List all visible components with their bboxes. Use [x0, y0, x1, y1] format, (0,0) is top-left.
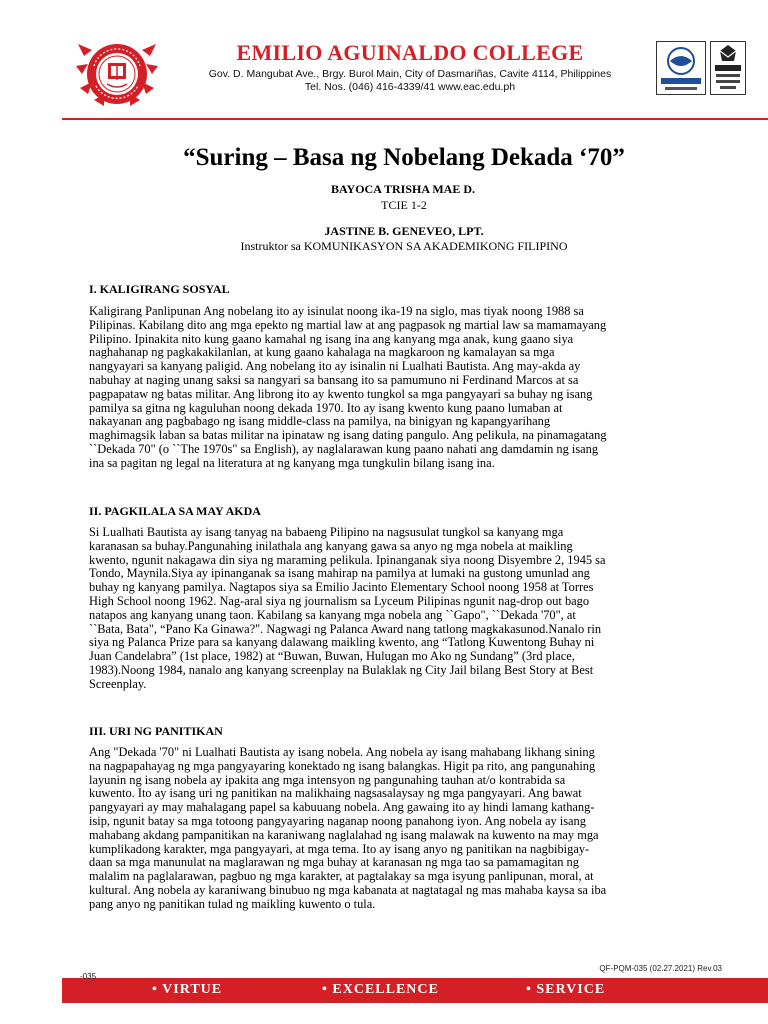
form-code: QF-PQM-035 (02.27.2021) Rev.03	[599, 964, 722, 973]
paragraph-line: buhay ng kanyang pamilya. Nagtapos siya sa Emilio Jacinto Elementary School noong 1958 at Torres	[89, 580, 594, 595]
section-paragraph	[89, 746, 729, 912]
form-code-fragment: -035	[80, 972, 97, 981]
footer-motto-bar	[62, 978, 768, 1003]
section-paragraph	[89, 526, 729, 692]
wqa-certification-icon	[656, 41, 706, 95]
paragraph-line: karanasan sa buhay.Pangunahing inilathala ang kanyang gawa sa anyo ng mga nobela at maikling	[89, 538, 573, 553]
paragraph-line: daan sa mga manunulat na maglarawan ng mga buhay at karanasan ng mga tao sa pamamagitan ng	[89, 855, 579, 870]
ukas-certification-icon	[710, 41, 746, 95]
paragraph-line: pang anyo ng panitikan tulad ng maikling kuwento o tula.	[89, 896, 376, 911]
motto-service: • SERVICE	[526, 982, 606, 997]
paragraph-line: nangyayari sa kanyang paligid. Ang nobelang ito ay isinalin ni Lualhati Bautista. Ang may-akda ay	[89, 359, 581, 374]
paragraph-line: na nagpapahayag ng mga pangyayaring konektado ng isang balangkas. Higit pa rito, ang pangunahing	[89, 758, 596, 773]
paragraph-line: pagpapataw ng batas militar. Ang librong ito ay kwento tungkol sa mga pangyayari sa buhay ng isang	[89, 386, 593, 401]
paragraph-line: kumplikadong karakter, mga pangyayari, at mga tema. Ito ay isang anyo ng panitikan na nagbibigay-	[89, 841, 590, 856]
college-contact: Tel. Nos. (046) 416-4339/41 www.eac.edu.ph	[304, 81, 516, 93]
paragraph-line: siya ng Palanca Prize para sa kanyang dalawang maikling kwento, ang “Tatlong Kuwentong Buhay ni	[89, 635, 595, 650]
instructor-subject: Instruktor sa KOMUNIKASYON SA AKADEMIKONG FILIPINO	[240, 239, 568, 253]
paragraph-line: High School noong 1962. Nag-aral siya ng journalism sa Lyceum Pilipinas ngunit nag-drop out bago	[89, 593, 590, 608]
college-address: Gov. D. Mangubat Ave., Brgy. Burol Main, City of Dasmariñas, Cavite 4114, Philippines	[208, 68, 612, 80]
header-divider	[62, 118, 768, 120]
motto-excellence: • EXCELLENCE	[322, 982, 439, 997]
motto-virtue: • VIRTUE	[152, 982, 223, 997]
college-address-block	[160, 68, 660, 94]
paragraph-line: Tondo, Maynila.Siya ay ipinanganak sa isang mahirap na pamilya at lumaki na gustong umunlad ang	[89, 566, 590, 581]
paragraph-line: nabuhay at naging unang saksi sa nangyari sa bansang ito sa pamumuno ni Ferdinand Marcos at sa	[89, 372, 579, 387]
paragraph-line: kuwento. Ito ay isang uri ng panitikan na malikhaing nagsasalaysay ng mga pangyayari. Ang bawat	[89, 786, 582, 801]
paragraph-line: layunin ng isang nobela ay ipakita ang mga intensyon ng pangunahing tauhan at/o kontrabida sa	[89, 772, 566, 787]
section-heading: III. URI NG PANITIKAN	[89, 724, 223, 738]
paragraph-line: pamilya sa gitna ng kaguluhan noong dekada 1970. Ito ay isang kwento kung paano lumaban at	[89, 400, 563, 415]
paragraph-line: kultural. Ang nobela ay karaniwang binubuo ng mga kabanata at nagtatagal ng mas mahaba kaysa sa iba	[89, 882, 607, 897]
paragraph-line: ``Bata, Bata", “Pano Ka Ginawa?". Nagwagi ng Palanca Award nang tatlong magkakasunod.Nanalo rin	[89, 621, 602, 636]
document-title: “Suring – Basa ng Nobelang Dekada ‘70”	[183, 144, 625, 171]
paragraph-line: Pilipinas. Kabilang dito ang mga epekto ng martial law at ang pagpasok ng martial law sa mamamayang	[89, 317, 607, 332]
paragraph-line: pangyayari ay may mahalagang papel sa kabuuang nobela. Ang gawaing ito ay hindi lamang kathang-	[89, 800, 595, 815]
section-heading: II. PAGKILALA SA MAY AKDA	[89, 504, 261, 518]
paragraph-line: ina sa pagitan ng legal na literatura at ng kanyang mga tungkulin bilang isang ina.	[89, 455, 495, 470]
student-section: TCIE 1-2	[381, 198, 427, 212]
paragraph-line: ``Dekada 70" (o ``The 1970s" sa English), ay naglalarawan kung paano nahati ang damdamin ng isang	[89, 441, 599, 456]
paragraph-line: naghahanap ng pagkakakilanlan, at kung gaano kahalaga na magkaroon ng kamalayan sa mga	[89, 345, 555, 360]
college-seal-icon	[74, 36, 160, 112]
paragraph-line: Kaligirang Panlipunan Ang nobelang ito ay isinulat noong ika-19 na siglo, mas tiyak noong 1988 sa	[89, 304, 584, 318]
student-name: BAYOCA TRISHA MAE D.	[330, 182, 476, 196]
paragraph-line: Juan Candelabra” (1st place, 1982) at “Buwan, Buwan, Hulugan mo Ako ng Sundang” (3rd place,	[89, 649, 575, 664]
paragraph-line: Ang "Dekada '70" ni Lualhati Bautista ay isang nobela. Ang nobela ay isang mahabang likhang sining	[89, 745, 595, 759]
paragraph-line: Screenplay.	[89, 676, 147, 691]
section-paragraph	[89, 305, 729, 471]
paragraph-line: 1983).Noong 1984, nanalo ang kanyang screenplay na Bulaklak ng City Jail bilang Best Story at Best	[89, 662, 594, 677]
paragraph-line: kwento, ngunit nakagawa din siya ng maraming pelikula. Ipinanganak siya noong Disyembre 2, 1945 sa	[89, 552, 606, 567]
paragraph-line: nakayanan ang pagbabago ng isang middle-class na pamilya, na binigyan ng kapangyarihang	[89, 414, 551, 429]
paragraph-line: mahabang akdang pampanitikan na karaniwang naglalahad ng isang malawak na kuwento na may mga	[89, 827, 599, 842]
section-heading: I. KALIGIRANG SOSYAL	[89, 282, 230, 296]
instructor-name: JASTINE B. GENEVEO, LPT.	[324, 224, 484, 238]
paragraph-line: isip, ngunit batay sa mga totoong pangyayaring naganap noong panahong iyon. Ang nobela ay isang	[89, 813, 586, 828]
paragraph-line: maghimagsik laban sa batas militar na ipinataw ng isang dating pangulo. Ang pelikula, na pinamagatang	[89, 428, 607, 443]
paragraph-line: Pilipino. Ipinakita nito kung gaano kamahal ng isang ina ang kanyang mga anak, kung gaano siya	[89, 331, 574, 346]
paragraph-line: natapos ang kanyang unang taon. Kabilang sa kanyang mga nobela ang ``Gapo", ``Dekada '70", at	[89, 607, 576, 622]
paragraph-line: Si Lualhati Bautista ay isang tanyag na babaeng Pilipino na nagsusulat tungkol sa kanyang mga	[89, 525, 564, 539]
college-name: EMILIO AGUINALDO COLLEGE	[236, 40, 584, 65]
paragraph-line: malalim na paglalarawan, pagbuo ng mga karakter, at pagtalakay sa mga isyung panlipunan, moral, at	[89, 869, 594, 884]
